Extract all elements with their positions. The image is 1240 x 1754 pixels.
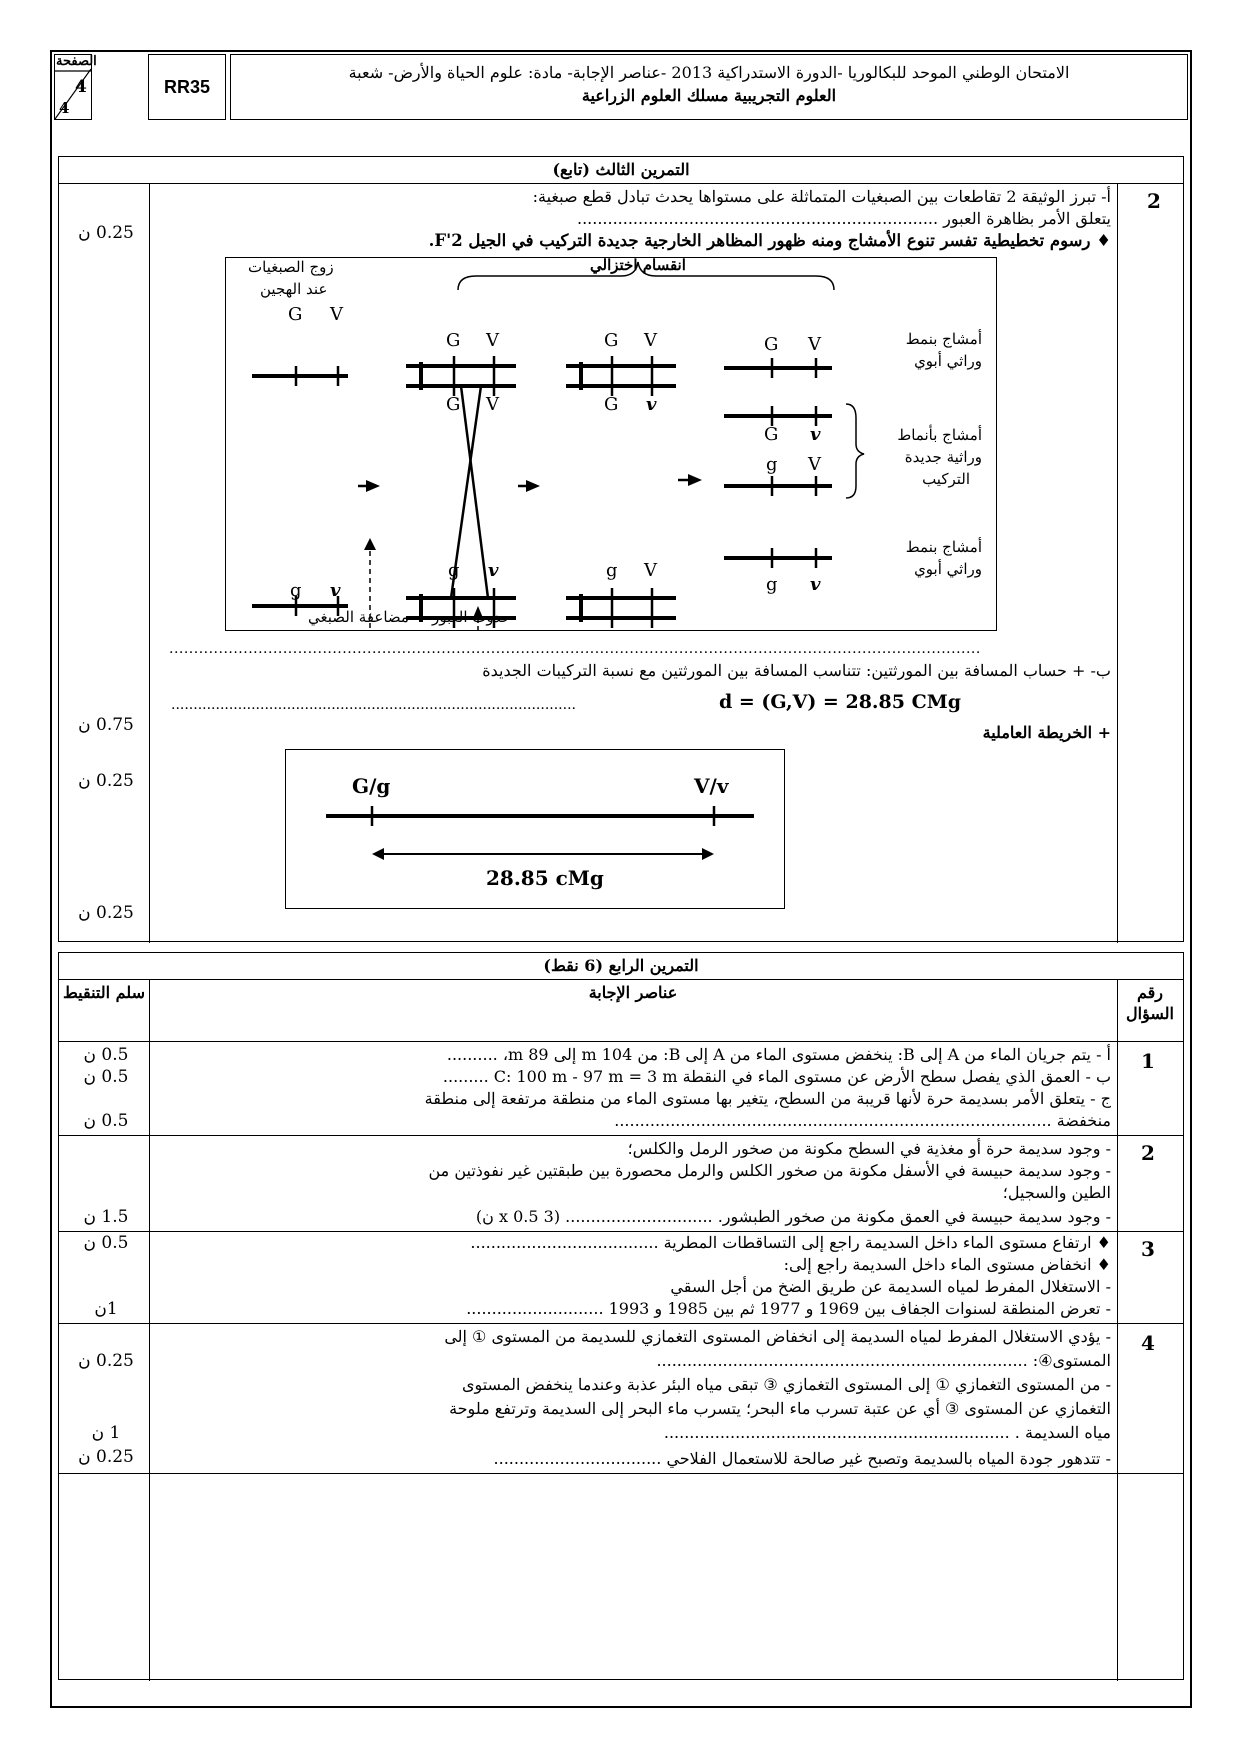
q1-score-c: 0.5 ن xyxy=(83,1111,129,1131)
allele-s1-v: v xyxy=(330,580,341,601)
ex3-line-d-dots: ........................................................................................... xyxy=(171,697,576,713)
allele-s4-V3: V xyxy=(808,454,821,475)
q4-l4: التغمازي عن المستوى ③ أي عن عتبة تسرب ماء البحر؛ يتسرب ماء البحر إلى السديمة وترتفع ملوحة xyxy=(449,1399,1111,1418)
col-score-header: سلم التنقيط xyxy=(62,983,145,1002)
exercise3-question-number: 2 xyxy=(1147,189,1161,213)
allele-s4-G2: G xyxy=(764,424,779,445)
q3-number: 3 xyxy=(1141,1237,1155,1261)
gamete-parental-bottom-2: وراثي أبوي xyxy=(914,560,982,578)
exercise4-title: التمرين الرابع (6 نقط) xyxy=(543,956,699,975)
ex3-score-2: 0.75 ن xyxy=(78,715,134,735)
gamete-parental-bottom-1: أمشاج بنمط xyxy=(905,538,982,556)
q4-score-2: 1 ن xyxy=(91,1423,121,1443)
page-number: 4 xyxy=(75,77,87,97)
gamete-new-3: التركيب xyxy=(922,470,970,488)
duplication-label: مضاعفة الصبغي xyxy=(308,608,409,626)
map-left-label: G/g xyxy=(352,774,391,798)
gamete-parental-top-2: وراثي أبوي xyxy=(914,352,982,370)
q1-a: أ - يتم جريان الماء من A إلى B: ينخفض مستوى الماء من A إلى B: من 104 m إلى 89 m، .......... xyxy=(446,1045,1111,1064)
map-distance: 28.85 cMg xyxy=(486,866,604,890)
q1-c1: ج - يتعلق الأمر بسديمة حرة لأنها قريبة من السطح، يتغير بها مستوى الماء من منطقة مرتفعة إلى منطقة xyxy=(424,1089,1111,1108)
gamete-new-2: وراثية جديدة xyxy=(904,448,982,466)
q3-l4: - تعرض المنطقة لسنوات الجفاف بين 1969 و 1977 ثم بين 1985 و 1993 ........................... xyxy=(466,1299,1111,1318)
col-answer-header: عناصر الإجابة xyxy=(588,983,678,1002)
ex3-line-b: ب- + حساب المسافة بين المورثتين: تتناسب المسافة بين المورثتين مع نسبة التركيبات الجديدة xyxy=(482,661,1111,680)
q4-l1: - يؤدي الاستغلال المفرط لمياه السديمة إلى انخفاض المستوى التغمازي للسديمة من المستوى ① إلى xyxy=(444,1327,1111,1346)
q4-number: 4 xyxy=(1141,1331,1155,1355)
allele-s3-V: V xyxy=(644,330,657,351)
q4-l6: - تتدهور جودة المياه بالسديمة وتصبح غير صالحة للاستعمال الفلاحي ................................. xyxy=(493,1449,1111,1468)
ex3-line-a: أ- تبرز الوثيقة 2 تقاطعات بين الصبغيات المتماثلة على مستواها يحدث تبادل قطع صبغية: xyxy=(532,187,1111,206)
allele-s3-V3: V xyxy=(644,560,657,581)
header-title-line2: العلوم التجريبية مسلك العلوم الزراعية xyxy=(581,86,837,106)
page-total: 4 xyxy=(59,99,70,117)
header-title-line1: الامتحان الوطني الموحد للبكالوريا -الدورة الاستدراكية 2013 -عناصر الإجابة- مادة: علوم الحياة والأرض- شعبة xyxy=(348,63,1070,82)
crossing-over-diagram xyxy=(225,257,997,631)
q3-score-2: 1ن xyxy=(94,1299,118,1319)
allele-s3-g: g xyxy=(606,560,618,581)
factorial-map xyxy=(285,749,785,909)
allele-s3-G2: G xyxy=(604,394,619,415)
allele-s2-v: v xyxy=(488,560,499,581)
q3-l3: - الاستغلال المفرط لمياه السديمة عن طريق الضخ من أجل السقي xyxy=(670,1277,1111,1296)
q4-l2: المستوى④: ......................................................................... xyxy=(656,1351,1111,1370)
ex3-line-map: + الخريطة العاملية xyxy=(982,723,1111,742)
q1-c2: منخفضة ...................................................................................... xyxy=(614,1111,1111,1130)
exam-code: RR35 xyxy=(148,54,226,120)
page-label: الصفحة xyxy=(56,54,97,69)
allele-s2-V2: V xyxy=(486,394,499,415)
ex3-line-a2: يتعلق الأمر بظاهرة العبور ....................................................................... xyxy=(576,209,1111,228)
ex3-line-d: d = (G,V) = 28.85 CMg xyxy=(719,691,962,713)
allele-s1-V: V xyxy=(330,304,343,325)
q3-l1: ♦ ارتفاع مستوى الماء داخل السديمة راجع إلى التساقطات المطرية ..................................... xyxy=(470,1233,1111,1252)
allele-s4-v2: v xyxy=(810,424,821,445)
q2-l4: - وجود سديمة حبيسة في العمق مكونة من صخور الطبشور. ............................. (3 x 0.5 ن) xyxy=(475,1207,1111,1226)
allele-s4-v4: v xyxy=(810,574,821,595)
q4-l5: مياه السديمة . .................................................................... xyxy=(663,1423,1111,1442)
allele-s1-G: G xyxy=(288,304,303,325)
q2-l3: الطين والسجيل؛ xyxy=(1002,1183,1111,1202)
q2-l2: - وجود سديمة حبيسة في الأسفل مكونة من صخور الكلس والرمل محصورة بين طبقتين غير نفوذتين من xyxy=(428,1161,1111,1180)
allele-s3-v1: v xyxy=(646,394,657,415)
allele-s4-G: G xyxy=(764,334,779,355)
gamete-parental-top-1: أمشاج بنمط xyxy=(905,330,982,348)
exercise3-table xyxy=(58,156,1184,942)
q2-number: 2 xyxy=(1141,1141,1155,1165)
ex3-score-1: 0.25 ن xyxy=(78,223,134,243)
q1-number: 1 xyxy=(1141,1049,1155,1073)
q2-l1: - وجود سديمة حرة أو مغذية في السطح مكونة من صخور الرمل والكلس؛ xyxy=(627,1139,1111,1158)
ex3-bullet-line: ♦ رسوم تخطيطية تفسر تنوع الأمشاج ومنه ظهور المظاهر الخارجية جديدة التركيب في الجيل F'2. xyxy=(428,231,1111,250)
q3-l2: ♦ انخفاض مستوى الماء داخل السديمة راجع إلى: xyxy=(783,1255,1111,1274)
allele-s4-g3: g xyxy=(766,454,778,475)
allele-s1-g: g xyxy=(290,580,302,601)
exercise3-title: التمرين الثالث (تابع) xyxy=(552,160,690,179)
col-question-header: رقم السؤال xyxy=(1126,983,1174,1023)
q4-score-1: 0.25 ن xyxy=(78,1351,134,1371)
q3-score-1: 0.5 ن xyxy=(83,1233,129,1253)
allele-s3-G: G xyxy=(604,330,619,351)
allele-s4-V: V xyxy=(808,334,821,355)
allele-s2-g: g xyxy=(448,560,460,581)
q4-l3: - من المستوى التغمازي ① إلى المستوى التغمازي ③ تبقى مياه البئر عذبة وعندما ينخفض المستوى xyxy=(461,1375,1111,1394)
hybrid-pair-label-1: زوج الصبغيات xyxy=(248,258,334,276)
allele-s2-V: V xyxy=(486,330,499,351)
gamete-new-1: أمشاج بأنماط xyxy=(897,426,982,444)
q4-score-3: 0.25 ن xyxy=(78,1447,134,1467)
header-title xyxy=(230,54,1188,120)
q1-score-a: 0.5 ن xyxy=(83,1045,129,1065)
exercise4-table xyxy=(58,952,1184,1680)
crossing-over-label: حدوث العبور xyxy=(432,608,511,626)
q1-b: ب - العمق الذي يفصل سطح الأرض عن مستوى الماء في النقطة C: 100 m - 97 m = 3 m ......... xyxy=(442,1067,1111,1086)
header xyxy=(52,52,1190,124)
page-frame xyxy=(50,50,1192,1708)
map-right-label: V/v xyxy=(694,774,729,798)
ex3-score-3: 0.25 ن xyxy=(78,771,134,791)
allele-s2-G: G xyxy=(446,330,461,351)
page-number-box xyxy=(54,54,97,120)
meiosis-label: انقسام اختزالي xyxy=(590,256,686,274)
hybrid-pair-label-2: عند الهجين xyxy=(260,280,328,298)
q2-score: 1.5 ن xyxy=(83,1207,129,1227)
ex3-score-4: 0.25 ن xyxy=(78,903,134,923)
q1-score-b: 0.5 ن xyxy=(83,1067,129,1087)
ex3-dots-line: .................................................................................................................................................................... xyxy=(169,641,981,657)
allele-s4-g4: g xyxy=(766,574,778,595)
allele-s2-G2: G xyxy=(446,394,461,415)
